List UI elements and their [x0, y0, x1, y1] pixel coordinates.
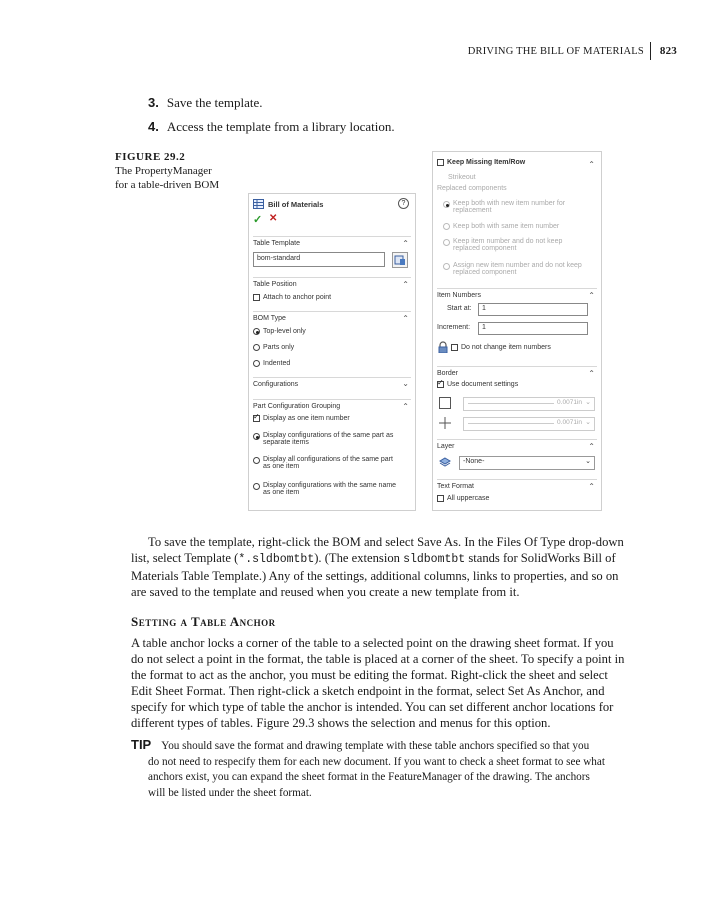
table-template-label: Table Template	[253, 240, 300, 247]
strikeout-option[interactable]	[448, 174, 476, 181]
page-number: 823	[659, 45, 677, 57]
section-heading: Setting a Table Anchor	[131, 614, 276, 629]
use-doc-settings-checkbox[interactable]	[437, 381, 518, 388]
checkbox-box[interactable]	[253, 294, 260, 301]
chevron-up-icon[interactable]: ⌃	[402, 280, 409, 289]
paragraph-line: Edit Sheet Format. Then right-click a sketch endpoint in the format, select Set As Anchor, and	[131, 684, 605, 698]
step-3-text: Save the template.	[166, 95, 263, 110]
radio-button[interactable]	[253, 433, 260, 440]
browse-template-button[interactable]	[392, 252, 408, 268]
strikeout-label: Strikeout	[448, 174, 476, 181]
checkbox-box[interactable]	[437, 381, 444, 388]
replaced-option-2[interactable]	[443, 223, 559, 230]
display-all-configs-radio[interactable]	[253, 456, 393, 470]
part-config-grouping-label: Part Configuration Grouping	[253, 403, 341, 410]
template-icon	[394, 254, 406, 266]
paragraph-save-template	[131, 534, 656, 600]
radio-button[interactable]	[253, 360, 260, 367]
radio-label: Keep item number and do not keep replaced component	[453, 238, 563, 252]
pm-title-row	[253, 199, 323, 209]
line-sample	[468, 403, 554, 404]
checkbox-label: Display as one item number	[263, 415, 350, 422]
border-label: Border	[437, 370, 459, 377]
checkbox-box[interactable]	[437, 495, 444, 502]
display-same-name-radio[interactable]	[253, 482, 396, 496]
start-at-input[interactable]: 1	[478, 303, 588, 316]
figure-caption	[115, 150, 225, 192]
all-uppercase-checkbox[interactable]	[437, 495, 489, 502]
text-format-label: Text Format	[437, 483, 474, 490]
chevron-down-icon: ⌄	[585, 399, 591, 406]
radio-button[interactable]	[443, 223, 450, 230]
running-header-title: DRIVING THE BILL OF MATERIALS	[467, 45, 644, 57]
radio-label: Display configurations of the same part as separate items	[263, 432, 394, 446]
keep-missing-label: Keep Missing Item/Row	[447, 159, 526, 166]
part-config-grouping-section[interactable]	[253, 399, 411, 410]
border-thickness-select-2[interactable]	[463, 417, 595, 431]
chevron-up-icon[interactable]: ⌃	[588, 291, 595, 300]
chevron-up-icon[interactable]: ⌃	[402, 402, 409, 411]
checkbox-box[interactable]	[437, 159, 444, 166]
radio-label: Keep both with new item number for replacement	[453, 200, 566, 214]
item-numbers-section[interactable]	[437, 288, 597, 299]
radio-label: Display configurations with the same name as one item	[263, 482, 397, 496]
table-position-section[interactable]	[253, 277, 411, 288]
step-3-number: 3.	[148, 95, 159, 110]
checkbox-box[interactable]	[253, 415, 260, 422]
step-4	[148, 119, 395, 135]
bom-table-icon	[253, 199, 264, 209]
checkbox-label: Use document settings	[447, 381, 519, 388]
chevron-down-icon: ⌄	[585, 419, 591, 426]
tip-line: do not need to respecify them for each new document. If you want to check a sheet format to see what	[148, 755, 605, 768]
table-template-section[interactable]	[253, 236, 411, 247]
border-section[interactable]	[437, 366, 597, 377]
bom-property-manager	[248, 193, 416, 511]
radio-label: Assign new item number and do not keep replaced component	[453, 262, 582, 276]
layer-select[interactable]	[459, 456, 595, 470]
figure-label: FIGURE 29.2	[115, 151, 186, 163]
replaced-option-1[interactable]	[443, 200, 565, 214]
paragraph-line: specify for which type of table the anchor is intended. You can set different anchor locations for	[131, 700, 614, 714]
paragraph-line: the format to act as the anchor, you must be editing the format. Right-click the sheet and select	[131, 668, 608, 682]
code-extension: sldbomtbt	[403, 553, 466, 566]
cancel-button[interactable]: ✕	[269, 213, 278, 224]
chevron-up-icon[interactable]: ⌃	[588, 482, 595, 491]
table-template-input[interactable]: bom-standard	[253, 252, 385, 267]
radio-button[interactable]	[253, 457, 260, 464]
radio-button[interactable]	[253, 344, 260, 351]
running-header	[468, 42, 677, 60]
checkbox-label: Do not change item numbers	[461, 343, 551, 351]
bom-type-label: BOM Type	[253, 315, 286, 322]
lock-icon	[437, 341, 449, 353]
chevron-up-icon[interactable]: ⌃	[588, 160, 595, 169]
tip-box	[131, 737, 656, 801]
tip-line-1: TIP You should save the format and drawing template with these table anchors specified so that you	[131, 737, 590, 752]
configurations-label: Configurations	[253, 381, 299, 388]
replaced-option-3[interactable]	[443, 238, 562, 252]
help-icon[interactable]: ?	[398, 198, 409, 209]
caption-line-2: for a table-driven BOM	[115, 179, 220, 191]
grid-border-icon	[439, 417, 451, 429]
caption-line-1: The PropertyManager	[115, 165, 212, 177]
tip-line: anchors exist, you can expand the sheet format in the FeatureManager of the drawing. The anchors	[148, 771, 590, 783]
bom-type-parts-only-radio[interactable]	[253, 344, 294, 351]
chevron-down-icon: ⌄	[585, 458, 591, 465]
do-not-change-checkbox[interactable]	[437, 341, 551, 353]
code-file-pattern: *.sldbomtbt	[238, 553, 315, 566]
paragraph-line: do not select a point in the format, the table is placed at a corner of the sheet. To specify a point in	[131, 652, 625, 666]
border-thickness-value: 0.0071in	[557, 419, 582, 426]
chevron-up-icon[interactable]: ⌃	[402, 239, 409, 248]
tip-line: will be listed under the sheet format.	[148, 786, 312, 799]
layer-value: -None-	[463, 458, 485, 465]
radio-label: Parts only	[263, 344, 295, 351]
bom-property-manager-continued	[432, 151, 602, 511]
text-format-section[interactable]	[437, 479, 597, 490]
bom-type-section[interactable]	[253, 311, 411, 322]
layer-label: Layer	[437, 443, 455, 450]
attach-anchor-label: Attach to anchor point	[263, 294, 332, 301]
layers-icon	[439, 457, 451, 467]
chevron-down-icon[interactable]: ⌄	[402, 379, 409, 388]
checkbox-label: All uppercase	[447, 495, 490, 502]
bom-type-indented-radio[interactable]	[253, 360, 290, 367]
paragraph-line: To save the template, right-click the BOM and select Save As. In the Files Of Type drop-down	[148, 535, 624, 549]
line-sample	[468, 423, 554, 424]
item-numbers-label: Item Numbers	[437, 292, 481, 299]
checkbox-box[interactable]	[451, 344, 458, 351]
attach-anchor-checkbox[interactable]	[253, 294, 331, 301]
radio-label: Top-level only	[263, 328, 306, 335]
display-one-item-checkbox[interactable]	[253, 415, 350, 422]
ok-button[interactable]: ✓	[253, 214, 263, 226]
step-3	[148, 95, 263, 111]
border-thickness-value: 0.0071in	[557, 399, 582, 406]
replaced-option-4[interactable]	[443, 262, 582, 276]
paragraph-table-anchor	[131, 635, 656, 731]
layer-section[interactable]	[437, 439, 597, 450]
radio-button[interactable]	[443, 239, 450, 246]
radio-button[interactable]	[443, 201, 450, 208]
replaced-components-label: Replaced components	[437, 185, 507, 192]
configurations-section[interactable]	[253, 377, 411, 388]
paragraph-line: A table anchor locks a corner of the table to a selected point on the drawing sheet format. If you	[131, 636, 614, 650]
step-4-text: Access the template from a library location.	[166, 119, 395, 134]
radio-button[interactable]	[253, 483, 260, 490]
radio-label: Display all configurations of the same part as one item	[263, 456, 393, 470]
paragraph-line: different types of tables. Figure 29.3 shows the selection and menus for this option.	[131, 716, 551, 730]
display-configs-separate-radio[interactable]	[253, 432, 393, 446]
start-at-label: Start at:	[447, 305, 472, 312]
table-position-label: Table Position	[253, 281, 297, 288]
paragraph-line: are saved to the template and reused when you create a new template from it.	[131, 585, 520, 599]
box-border-icon	[439, 397, 451, 409]
border-thickness-select-1[interactable]	[463, 397, 595, 411]
bom-type-top-level-radio[interactable]	[253, 328, 306, 335]
chevron-up-icon[interactable]: ⌃	[588, 442, 595, 451]
radio-button[interactable]	[443, 263, 450, 270]
paragraph-line: list, select Template (*.sldbomtbt). (The extension sldbomtbt stands for SolidWorks Bill of	[131, 551, 616, 566]
chevron-up-icon[interactable]: ⌃	[402, 314, 409, 323]
keep-missing-checkbox[interactable]	[437, 159, 525, 166]
radio-label: Indented	[263, 360, 291, 367]
increment-label: Increment:	[437, 324, 471, 331]
tip-label: TIP	[131, 737, 152, 752]
chevron-up-icon[interactable]: ⌃	[588, 369, 595, 378]
paragraph-line: Materials Table Template.) Any of the settings, additional columns, links to properties, and so on	[131, 569, 619, 583]
radio-button[interactable]	[253, 328, 260, 335]
pm-title: Bill of Materials	[268, 199, 324, 209]
step-4-number: 4.	[148, 119, 159, 134]
radio-label: Keep both with same item number	[453, 223, 560, 230]
increment-input[interactable]: 1	[478, 322, 588, 335]
header-divider	[650, 42, 651, 60]
